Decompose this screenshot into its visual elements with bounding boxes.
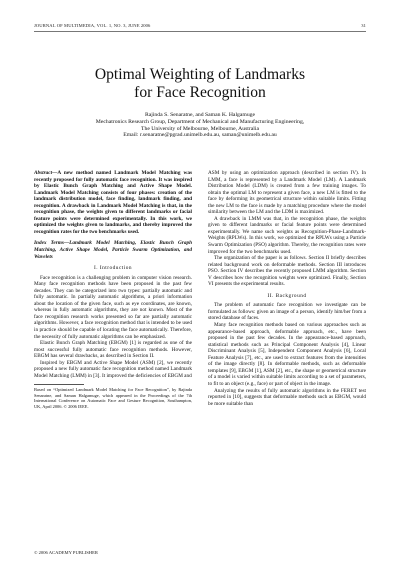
section-heading-introduction: I. Introduction (93, 265, 133, 272)
header-rule (34, 31, 366, 32)
author-names: Rajinda S. Senaratne, and Saman K. Halgamuge (144, 112, 256, 118)
right-paragraph-4: The problem of automatic face recognition we investigate can be formulated as follows: given an image of a person, identify him/her from a stored database of faces. (208, 302, 366, 322)
title-line-2: for Face Recognition (134, 83, 266, 101)
index-terms-label: Index Terms (34, 240, 64, 247)
page-number: 31 (361, 23, 366, 28)
left-paragraph-2: Elastic Bunch Graph Matching (EBGM) [1] is regarded as one of the most successful fully automatic face recognition methods. However, EBGM has several drawbacks, as described in Section II. (34, 340, 192, 360)
right-paragraph-3: The organization of the paper is as follows. Section II briefly describes related background work on deformable methods. Section III introduces PSO. Section IV describes the recently proposed LMM algorithm. Section V describes how the recognition weights were optimized. Finally, Section VI presents the experimental results. (208, 255, 366, 288)
index-terms-text: —Landmark Model Matching, Elastic Bunch Graph Matching, Active Shape Model, Particle Swarm Optimization, and Wavelets (34, 240, 192, 260)
footnote: Based on “Optimized Landmark Model Matching for Face Recognition”, by Rajinda Senaratne, and Saman Halgamuge, which appeared in the Proceedings of the 7th International Conference on Automatic Face and Gesture Recognition, Southampton, UK, April 2006. © 2006 IEEE. (34, 387, 192, 409)
left-column (34, 170, 192, 548)
author-university: The University of Melbourne, Melbourne, Australia (141, 125, 259, 132)
paper-title (34, 66, 366, 101)
right-column (208, 170, 366, 548)
author-email: Email: r.senaratne@pgrad.unimelb.edu.au, saman@unimelb.edu.au (123, 132, 277, 139)
right-paragraph-2: A drawback in LMM was that, in the recognition phase, the weights given to different landmarks or facial feature points were determined experimentally. We name such weights as Recognition-Phase-Landmark-Weights (RPLWs). In this work, we optimized the RPLWs using a Particle Swarm Optimization (PSO) algorithm. Thereby, the recognition rates were improved for the two benchmarks used. (208, 215, 366, 255)
left-paragraph-3: Inspired by EBGM and Active Shape Model (ASM) [2], we recently proposed a new fully automatic face recognition method named Landmark Model Matching (LMM) in [3]. It improved the deficiencies of EBGM and (34, 359, 192, 379)
author-group: Mechatronics Research Group, Department of Mechanical and Manufacturing Engineering, (95, 118, 305, 125)
running-header (34, 23, 366, 28)
abstract-label: Abstract (34, 170, 53, 176)
footnote-rule (34, 384, 84, 385)
section-heading-background: II. Background (267, 292, 307, 299)
index-terms (34, 240, 192, 260)
right-paragraph-1: ASM by using an optimization approach (described in section IV). In LMM, a face is represented by a Landmark Model (LM). A Landmark Distribution Model (LDM) is created from a few training images. To obtain the optimal LM to represent a given face, a new LM is fitted to the face by deforming its geometrical structure within suitable limits. Fitting the new LM to the face is made by a matching procedure where the model similarity between the LM and the LDM is maximized. (208, 170, 366, 216)
abstract (34, 170, 192, 235)
abstract-text: —A new method named Landmark Model Matching was recently proposed for fully automatic face recognition. It was inspired by Elastic Bunch Graph Matching and Active Shape Model. Landmark Model Matching consists of four phases: creation of the landmark distribution model, face finding, landmark finding, and recognition. A drawback in Landmark Model Matching is that, in the recognition phase, the weights given to different landmarks or facial feature points were determined experimentally. In this work, we optimized the weights given to landmarks, and thereby improved the recognition rates for the two benchmarks used. (34, 170, 192, 235)
copyright-footer: © 2006 ACADEMY PUBLISHER (34, 550, 98, 555)
right-paragraph-5: Many face recognition methods based on various approaches such as appearance-based approach, deformable approach, etc., have been proposed in the past few decades. In the appearance-based approach, statistical methods such as Principal Component Analysis [4], Linear Discriminant Analysis [5], Independent Component Analysis [6], Local Feature Analysis [7], etc., are used to extract features from the intensities of the image directly [8]. In deformable methods, such as deformable templates [9], EBGM [1], ASM [2], etc., the shape or geometrical structure of a model is varied within suitable limits according to a set of parameters, to fit to an object (e.g., face) or part of object in the image. (208, 322, 366, 387)
title-line-1: Optimal Weighting of Landmarks (94, 66, 306, 83)
left-paragraph-1: Face recognition is a challenging problem in computer vision research. Many face recognition methods have been proposed in the past few decades. They can be categorized into two types: partially automatic and fully automatic. In partially automatic algorithms, a priori information about the location of the given face, such as eye coordinates, are known, whereas in fully automatic algorithms, they are not known. Most of the face recognition research works presented so far are partially automatic algorithms. However, a face recognition method that is intended to be used in practice should be capable of locating the face automatically. Therefore, the necessity of fully automatic algorithms can be emphasized. (34, 274, 192, 340)
right-paragraph-6: Analyzing the results of fully automatic algorithms in the FERET test reported in [10], suggests that deformable methods such as EBGM, would be more suitable than (208, 387, 366, 407)
journal-name: JOURNAL OF MULTIMEDIA, VOL. 1, NO. 3, JUNE 2006 (34, 23, 151, 28)
author-block (34, 112, 366, 139)
